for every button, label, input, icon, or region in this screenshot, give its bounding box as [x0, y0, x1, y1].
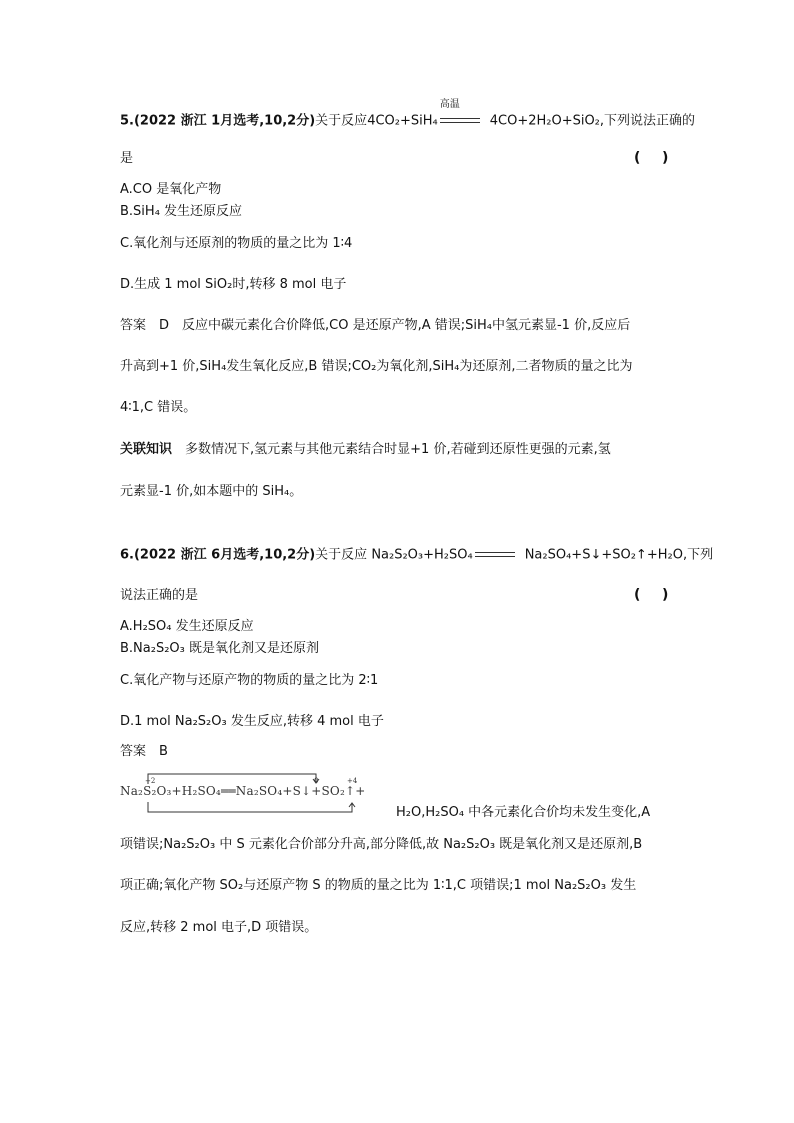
q6-answer-rest-line1: H₂O,H₂SO₄ 中各元素化合价均未发生变化,A — [396, 805, 651, 820]
q5-answer-blank: ( ) — [634, 150, 669, 166]
q6-answer-line3: 项正确;氧化产物 SO₂与还原产物 S 的物质的量之比为 1∶1,C 项错误;1 mol Na₂S₂O₃ 发生 — [120, 878, 637, 893]
q5-related-label: 关联知识 — [120, 442, 173, 457]
ox-state-na2s2o3: +2 — [145, 777, 156, 785]
q6-answer-line2: 项错误;Na₂S₂O₃ 中 S 元素化合价部分升高,部分降低,故 Na₂S₂O₃ 既是氧化剂又是还原剂,B — [120, 837, 643, 852]
q6-electron-transfer-diagram — [120, 770, 390, 818]
q6-header: 6.(2022 浙江 6月选考,10,2分) — [120, 547, 316, 563]
q5-header: 5.(2022 浙江 1月选考,10,2分) — [120, 113, 316, 129]
q5-products: 4CO+2H₂O+SiO₂ — [489, 113, 600, 129]
q6-answer-line4: 反应,转移 2 mol 电子,D 项错误。 — [120, 920, 318, 935]
q5-stem-line2: 是 — [120, 151, 134, 166]
q6-stem-suffix: ,下列 — [682, 547, 714, 563]
q5-answer-line1: 答案 D 反应中碳元素化合价降低,CO 是还原产物,A 错误;SiH₄中氢元素显-1 价,反应后 — [120, 318, 631, 333]
q6-option-d: D.1 mol Na₂S₂O₃ 发生反应,转移 4 mol 电子 — [120, 714, 384, 729]
q6-stem-line1 — [120, 546, 713, 565]
q5-answer-line3: 4∶1,C 错误。 — [120, 400, 197, 415]
q5-option-a: A.CO 是氧化产物 — [120, 182, 222, 197]
q5-stem-prefix: 关于反应 — [315, 113, 368, 129]
q5-related-line2: 元素显-1 价,如本题中的 SiH₄。 — [120, 484, 303, 499]
q5-option-c: C.氧化剂与还原剂的物质的量之比为 1∶4 — [120, 236, 353, 251]
q6-stem-prefix: 关于反应 — [315, 547, 372, 563]
q5-option-b: B.SiH₄ 发生还原反应 — [120, 204, 243, 219]
q6-products: Na₂SO₄+S↓+SO₂↑+H₂O — [524, 547, 683, 563]
q6-reactants: Na₂S₂O₃+H₂SO₄ — [371, 547, 473, 563]
q5-condition: 高温 — [439, 99, 460, 110]
ox-state-s: 0 — [314, 777, 319, 785]
q5-condition-arrow — [438, 99, 490, 130]
q5-reactants: 4CO₂+SiH₄ — [367, 113, 438, 129]
q6-option-a: A.H₂SO₄ 发生还原反应 — [120, 619, 254, 634]
q5-answer-line2: 升高到+1 价,SiH₄发生氧化反应,B 错误;CO₂为氧化剂,SiH₄为还原剂,二者物质的量之比为 — [120, 359, 633, 374]
q6-answer-label: 答案 B — [120, 744, 168, 759]
q5-related-line1: 关联知识 多数情况下,氢元素与其他元素结合时显+1 价,若碰到还原性更强的元素,氢 — [120, 442, 611, 457]
q6-option-c: C.氧化产物与还原产物的物质的量之比为 2∶1 — [120, 673, 379, 688]
q6-answer-blank: ( ) — [634, 587, 669, 603]
q6-option-b: B.Na₂S₂O₃ 既是氧化剂又是还原剂 — [120, 641, 319, 656]
q6-equals-arrow — [473, 546, 525, 564]
mechanism-equation: Na₂S₂O₃+H₂SO₄══Na₂SO₄+S↓+SO₂↑+ — [120, 784, 366, 798]
q5-stem-suffix: ,下列说法正确的 — [599, 113, 696, 129]
q5-stem-line1 — [120, 99, 696, 131]
ox-state-so2: +4 — [347, 777, 358, 785]
q5-option-d: D.生成 1 mol SiO₂时,转移 8 mol 电子 — [120, 277, 347, 292]
q6-stem-line2: 说法正确的是 — [120, 588, 199, 603]
